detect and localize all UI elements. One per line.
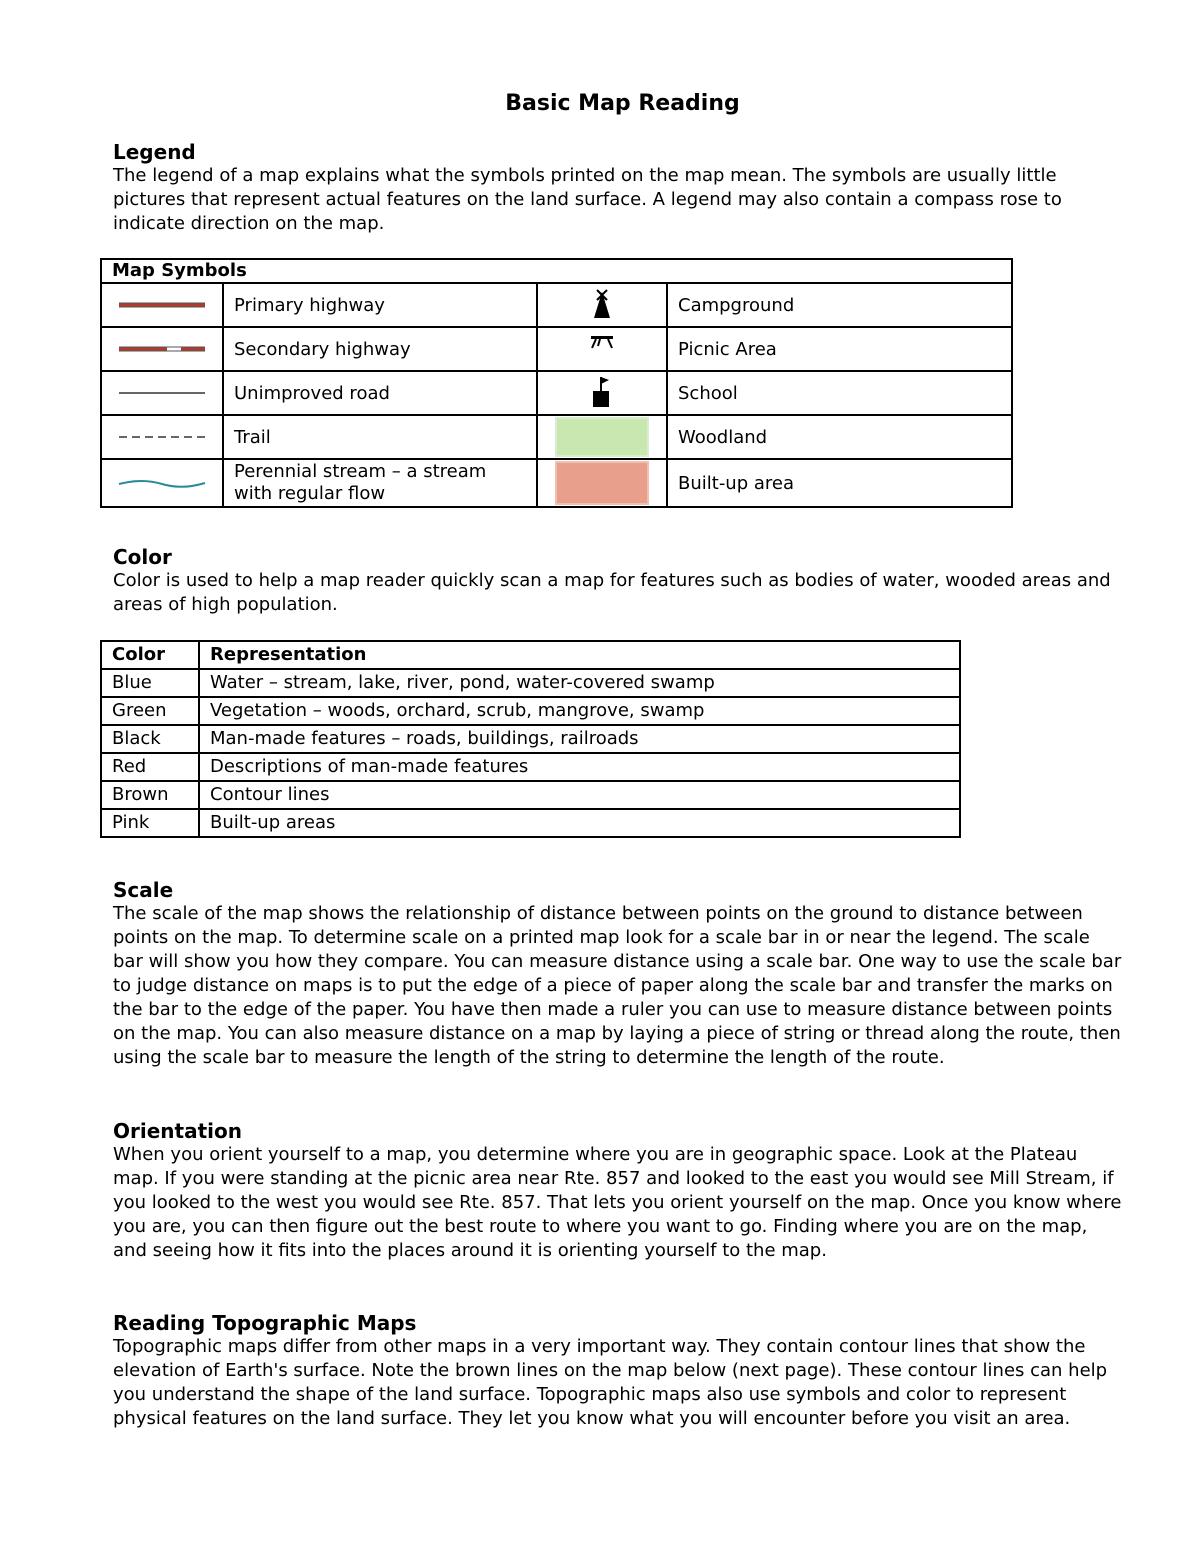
symbol-label: School — [667, 371, 1012, 415]
table-row — [101, 371, 1012, 415]
unimproved-road-icon — [101, 371, 223, 415]
table-row — [101, 725, 960, 753]
legend-body: The legend of a map explains what the symbols printed on the map mean. The symbols are usually little pictures that represent actual features on the land surface. A legend may also contain a compass rose to indicate direction on the map. — [113, 165, 1062, 234]
symbol-label: Unimproved road — [223, 371, 537, 415]
topographic-section — [113, 1311, 1123, 1431]
map-symbols-table — [100, 258, 1013, 508]
stream-icon — [101, 459, 223, 507]
color-cell: Green — [101, 697, 199, 725]
color-cell: Pink — [101, 809, 199, 837]
symbol-label: Campground — [667, 283, 1012, 327]
representation-column-header: Representation — [199, 641, 960, 669]
scale-section — [113, 878, 1123, 1070]
representation-cell: Built-up areas — [199, 809, 960, 837]
table-header-row — [101, 641, 960, 669]
table-header-row — [101, 259, 1012, 283]
representation-cell: Contour lines — [199, 781, 960, 809]
table-row — [101, 669, 960, 697]
woodland-icon — [537, 415, 667, 459]
school-icon — [537, 371, 667, 415]
color-column-header: Color — [101, 641, 199, 669]
map-symbols-header: Map Symbols — [101, 259, 1012, 283]
color-body: Color is used to help a map reader quickly scan a map for features such as bodies of water, wooded areas and areas of high population. — [113, 570, 1111, 615]
symbol-label: Secondary highway — [223, 327, 537, 371]
scale-heading: Scale — [113, 878, 174, 902]
topographic-heading: Reading Topographic Maps — [113, 1311, 417, 1335]
table-row — [101, 697, 960, 725]
color-cell: Brown — [101, 781, 199, 809]
symbol-label: Primary highway — [223, 283, 537, 327]
table-row — [101, 753, 960, 781]
symbol-label: Picnic Area — [667, 327, 1012, 371]
page-title: Basic Map Reading — [505, 91, 740, 116]
representation-cell: Water – stream, lake, river, pond, water-covered swamp — [199, 669, 960, 697]
symbol-label: Perennial stream – a stream with regular flow — [223, 459, 537, 507]
representation-cell: Vegetation – woods, orchard, scrub, mangrove, swamp — [199, 697, 960, 725]
representation-cell: Descriptions of man-made features — [199, 753, 960, 781]
symbol-label: Woodland — [667, 415, 1012, 459]
color-section — [113, 545, 1123, 617]
primary-highway-icon — [101, 283, 223, 327]
table-row — [101, 283, 1012, 327]
color-heading: Color — [113, 545, 172, 569]
orientation-heading: Orientation — [113, 1119, 242, 1143]
secondary-highway-icon — [101, 327, 223, 371]
scale-body: The scale of the map shows the relationship of distance between points on the ground to distance between points on the map. To determine scale on a printed map look for a scale bar in or near the legend. The scale bar will show you how they compare. You can measure distance using a scale bar. One way to use the scale bar to judge distance on maps is to put the edge of a piece of paper along the scale bar and transfer the marks on the bar to the edge of the paper. You have then made a ruler you can use to measure distance between points on the map. You can also measure distance on a map by laying a piece of string or thread along the route, then using the scale bar to measure the length of the string to determine the length of the route. — [113, 903, 1122, 1068]
color-cell: Black — [101, 725, 199, 753]
picnic-area-icon — [537, 327, 667, 371]
color-cell: Red — [101, 753, 199, 781]
table-row — [101, 415, 1012, 459]
orientation-section — [113, 1119, 1123, 1263]
legend-heading: Legend — [113, 140, 196, 164]
legend-section — [113, 140, 1123, 236]
symbol-label: Built-up area — [667, 459, 1012, 507]
symbol-label: Trail — [223, 415, 537, 459]
color-cell: Blue — [101, 669, 199, 697]
orientation-body: When you orient yourself to a map, you determine where you are in geographic space. Look at the Plateau map. If you were standing at the picnic area near Rte. 857 and looked to the east you would see Mill Stream, if you looked to the west you would see Rte. 857. That lets you orient yourself on the map. Once you know where you are, you can then figure out the best route to where you want to go. Finding where you are on the map, and seeing how it fits into the places around it is orienting yourself to the map. — [113, 1144, 1122, 1261]
color-table — [100, 640, 961, 838]
representation-cell: Man-made features – roads, buildings, railroads — [199, 725, 960, 753]
table-row — [101, 781, 960, 809]
table-row — [101, 809, 960, 837]
campground-icon — [537, 283, 667, 327]
built-up-area-icon — [537, 459, 667, 507]
table-row — [101, 459, 1012, 507]
table-row — [101, 327, 1012, 371]
topographic-body: Topographic maps differ from other maps in a very important way. They contain contour lines that show the elevation of Earth's surface. Note the brown lines on the map below (next page). These contour lines can help you understand the shape of the land surface. Topographic maps also use symbols and color to represent physical features on the land surface. They let you know what you will encounter before you visit an area. — [113, 1336, 1108, 1429]
trail-icon — [101, 415, 223, 459]
